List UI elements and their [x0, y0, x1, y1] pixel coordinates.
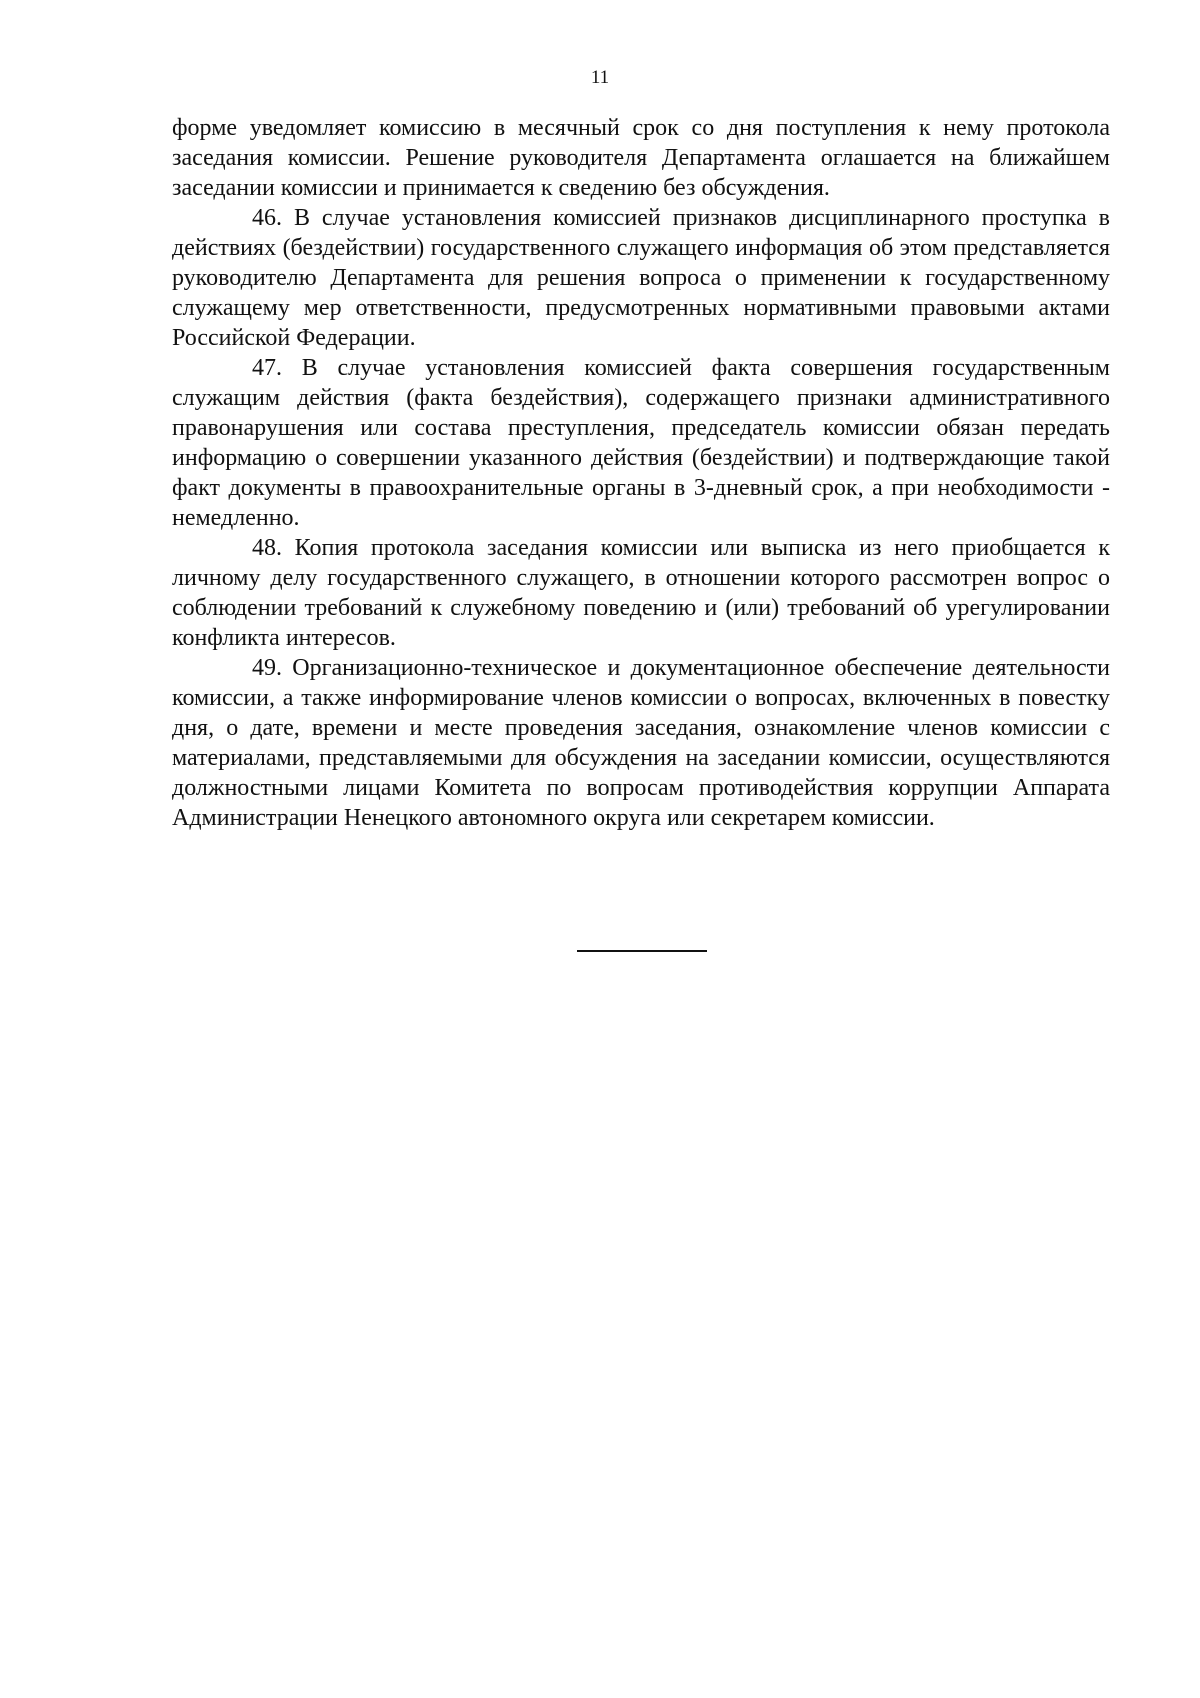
- document-body: [172, 113, 1110, 833]
- paragraph-item-46: 46. В случае установления комиссией признаков дисциплинарного проступка в действиях (бездействии) государственного служащего информация об этом представляется руководителю Департамента для решения вопроса о применении к государственному служащему мер ответственности, предусмотренных нормативными правовыми актами Российской Федерации.: [172, 205, 1110, 351]
- paragraph-item-48: 48. Копия протокола заседания комиссии или выписка из него приобщается к личному делу государственного служащего, в отношении которого рассмотрен вопрос о соблюдении требований к служебному поведению и (или) требований об урегулировании конфликта интересов.: [172, 535, 1110, 651]
- end-of-document-rule: [577, 950, 707, 952]
- paragraph-item-49: 49. Организационно-техническое и документационное обеспечение деятельности комиссии, а также информирование членов комиссии о вопросах, включенных в повестку дня, о дате, времени и месте проведения заседания, ознакомление членов комиссии с материалами, представляемыми для обсуждения на заседании комиссии, осуществляются должностными лицами Комитета по вопросам противодействия коррупции Аппарата Администрации Ненецкого автономного округа или секретарем комиссии.: [172, 655, 1110, 831]
- paragraph-continuation: форме уведомляет комиссию в месячный срок со дня поступления к нему протокола заседания комиссии. Решение руководителя Департамента оглашается на ближайшем заседании комиссии и принимается к сведению без обсуждения.: [172, 115, 1110, 201]
- page-number: 11: [590, 67, 610, 88]
- paragraph-item-47: 47. В случае установления комиссией факта совершения государственным служащим действия (факта бездействия), содержащего признаки административного правонарушения или состава преступления, председатель комиссии обязан передать информацию о совершении указанного действия (бездействии) и подтверждающие такой факт документы в правоохранительные органы в 3-дневный срок, а при необходимости - немедленно.: [172, 355, 1110, 531]
